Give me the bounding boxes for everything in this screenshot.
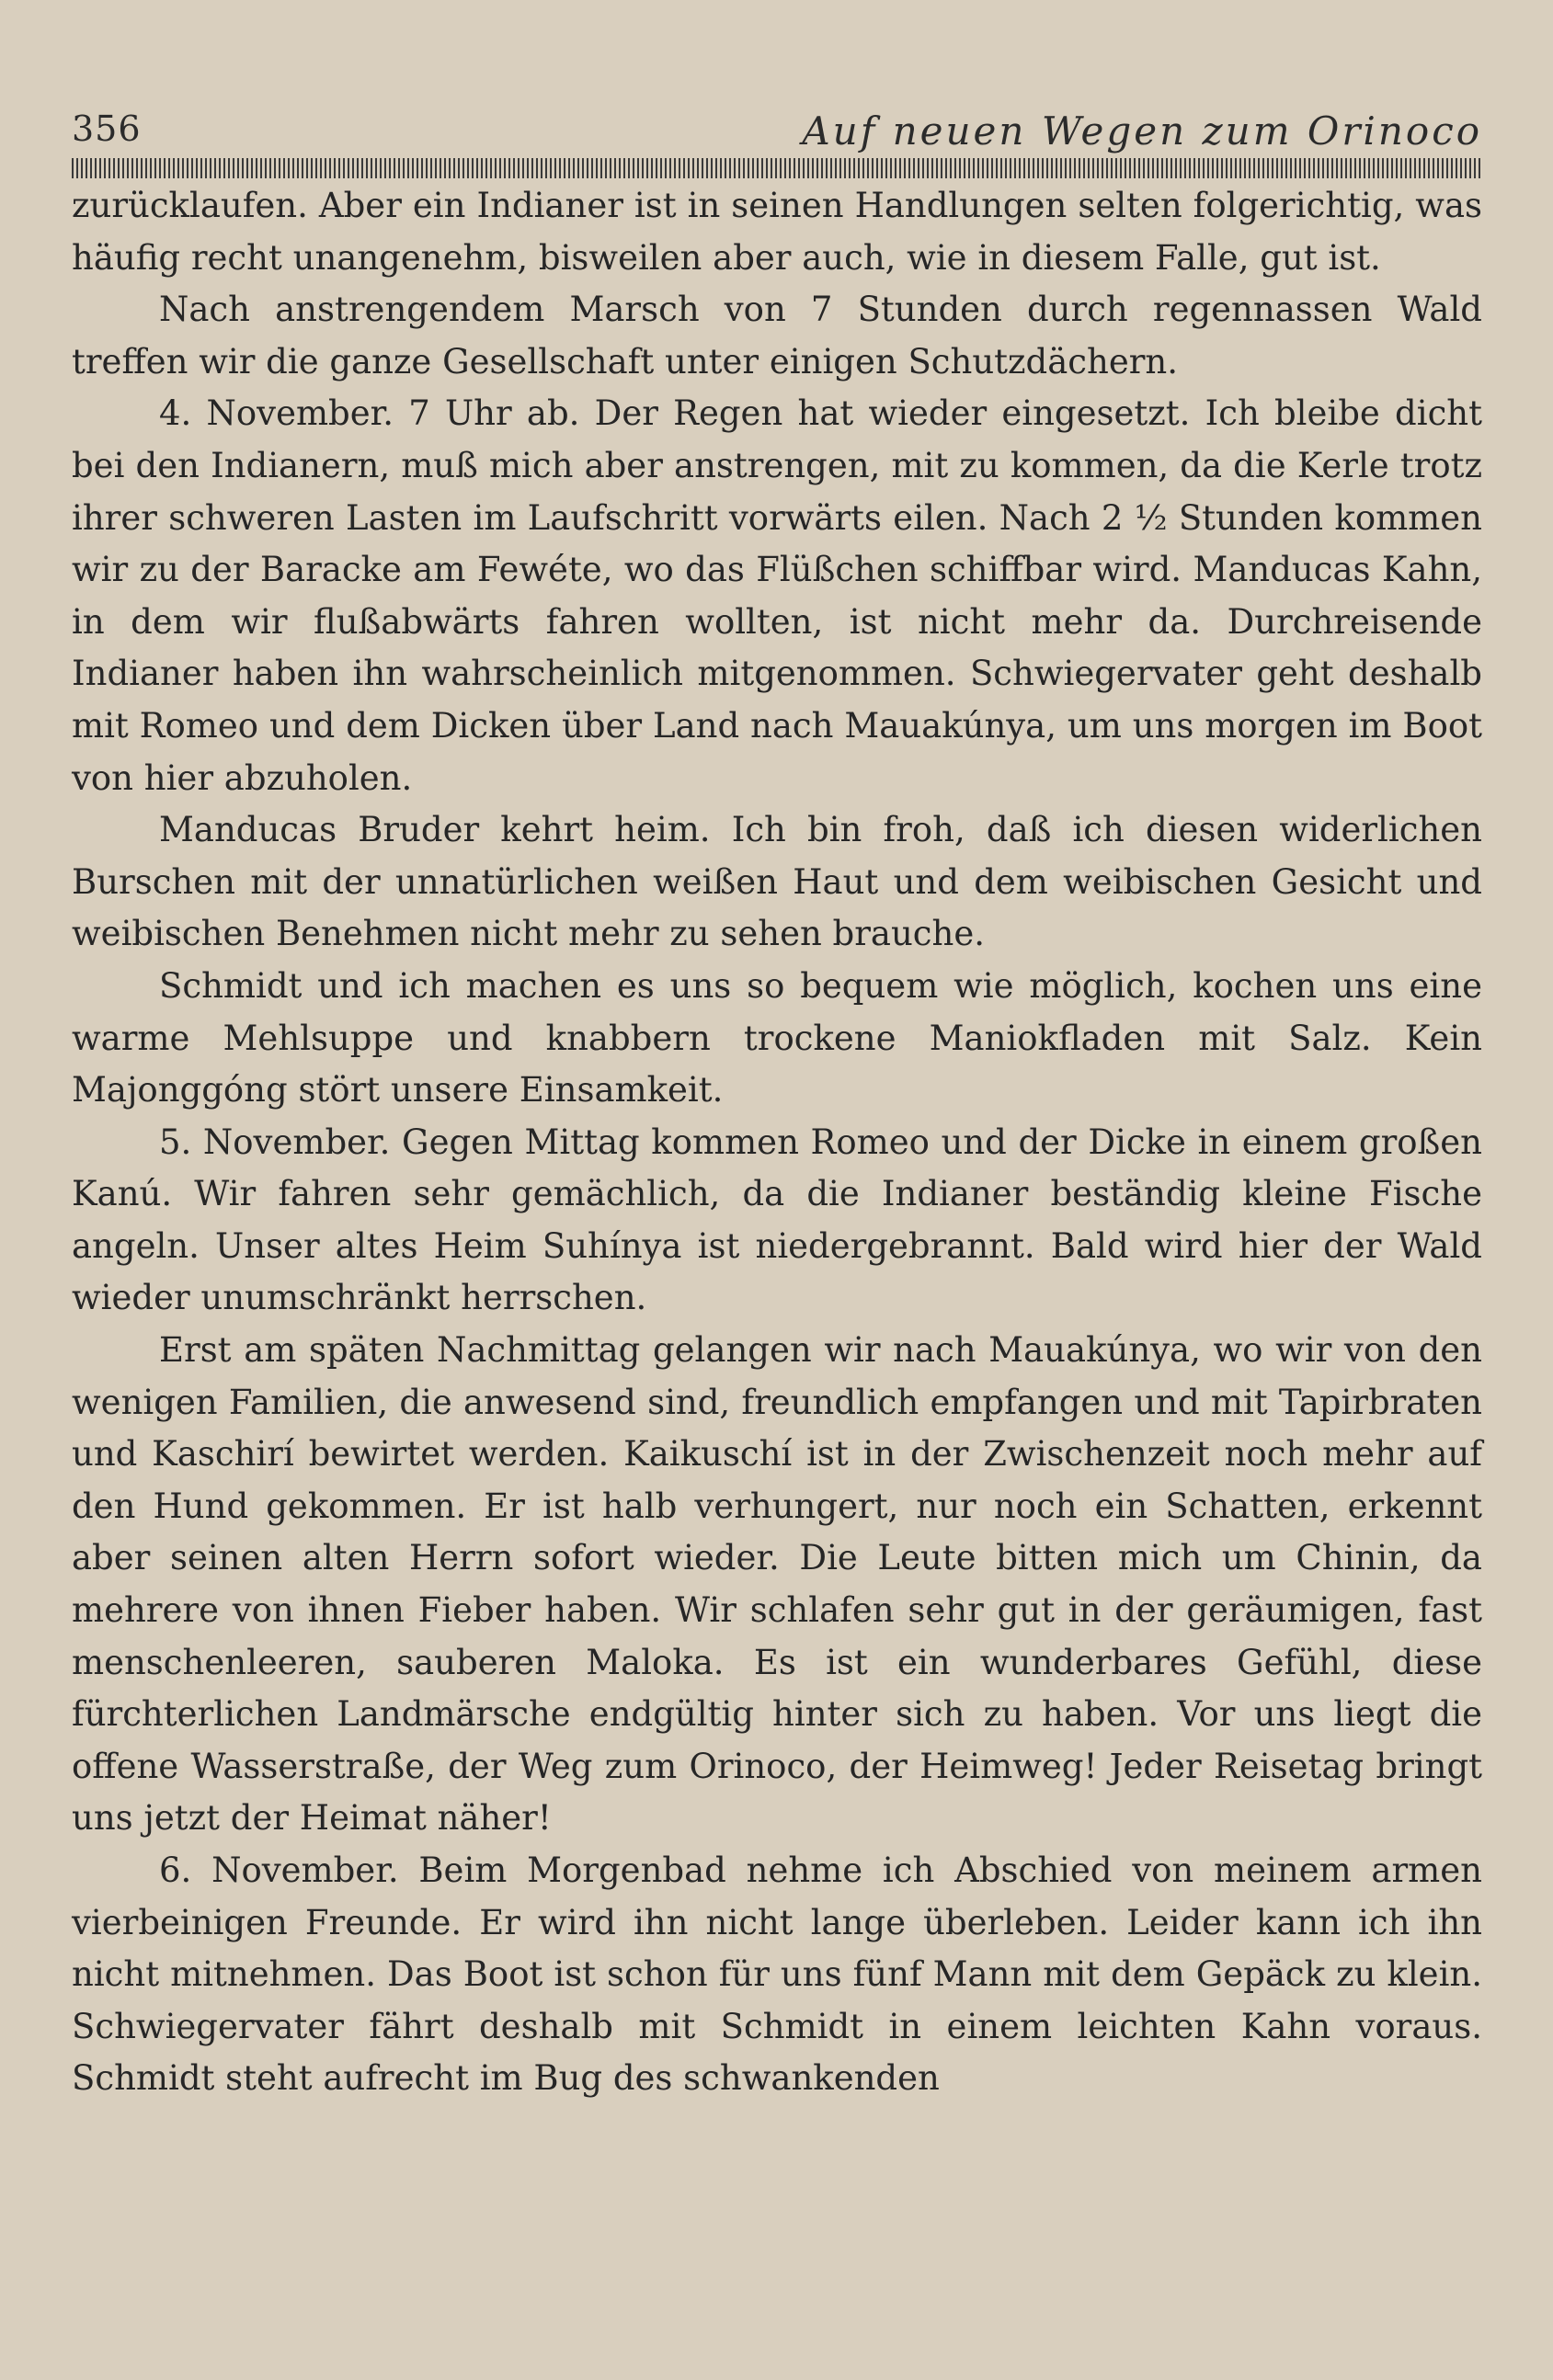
paragraph: Erst am späten Nachmittag gelangen wir nach Mauakúnya, wo wir von den wenigen Familien, die anwesend sind, freundlich empfangen und mit Tapirbraten und Kaschirí bewirtet werden. Kaikuschí ist in der Zwischenzeit noch mehr auf den Hund gekommen. Er ist halb verhungert, nur noch ein Schatten, erkennt aber seinen alten Herrn sofort wieder. Die Leute bitten mich um Chinin, da mehrere von ihnen Fieber haben. Wir schlafen sehr gut in der geräumigen, fast menschenleeren, sauberen Maloka. Es ist ein wunderbares Gefühl, diese fürchterlichen Landmärsche endgültig hinter sich zu haben. Vor uns liegt die offene Wasserstraße, der Weg zum Orinoco, der Heimweg! Jeder Reisetag bringt uns jetzt der Heimat näher!	[72, 1330, 1482, 1839]
paragraph: 6. November. Beim Morgenbad nehme ich Abschied von meinem armen vierbeinigen Freunde. Er wird ihn nicht lange überleben. Leider kann ich ihn nicht mitnehmen. Das Boot ist schon für uns fünf Mann mit dem Gepäck zu klein. Schwiegervater fährt deshalb mit Schmidt in einem leichten Kahn voraus. Schmidt steht aufrecht im Bug des schwankenden	[72, 1850, 1482, 2099]
paragraph: Schmidt und ich machen es uns so bequem wie möglich, kochen uns eine warme Mehlsuppe und knabbern trockene Maniokfladen mit Salz. Kein Majonggóng stört unsere Einsamkeit.	[72, 965, 1482, 1110]
paragraph: zurücklaufen. Aber ein Indianer ist in seinen Handlungen selten folgerichtig, was häufig recht unangenehm, bisweilen aber auch, wie in diesem Falle, gut ist.	[72, 186, 1482, 278]
paragraph: 4. November. 7 Uhr ab. Der Regen hat wieder eingesetzt. Ich bleibe dicht bei den Indianern, muß mich aber anstrengen, mit zu kommen, da die Kerle trotz ihrer schweren Lasten im Laufschritt vorwärts eilen. Nach 2 ½ Stunden kommen wir zu der Baracke am Fewéte, wo das Flüßchen schiffbar wird. Manducas Kahn, in dem wir flußabwärts fahren wollten, ist nicht mehr da. Durchreisende Indianer haben ihn wahrscheinlich mitgenommen. Schwiegervater geht deshalb mit Romeo und dem Dicken über Land nach Mauakúnya, um uns morgen im Boot von hier abzuholen.	[72, 393, 1482, 798]
paragraph: Manducas Bruder kehrt heim. Ich bin froh, daß ich diesen widerlichen Burschen mit der unnatürlichen weißen Haut und dem weibischen Gesicht und weibischen Benehmen nicht mehr zu sehen brauche.	[72, 810, 1482, 954]
page-number: 356	[72, 108, 142, 149]
header-rule	[72, 158, 1482, 178]
body-text	[72, 180, 1482, 2105]
paragraph: 5. November. Gegen Mittag kommen Romeo und der Dicke in einem großen Kanú. Wir fahren sehr gemächlich, da die Indianer beständig kleine Fische angeln. Unser altes Heim Suhínya ist niedergebrannt. Bald wird hier der Wald wieder unumschränkt herrschen.	[72, 1122, 1482, 1318]
paragraph: Nach anstrengendem Marsch von 7 Stunden durch regennassen Wald treffen wir die ganze Gesellschaft unter einigen Schutzdächern.	[72, 290, 1482, 381]
running-head: Auf neuen Wegen zum Orinoco	[802, 108, 1482, 154]
page-header	[72, 108, 1482, 156]
